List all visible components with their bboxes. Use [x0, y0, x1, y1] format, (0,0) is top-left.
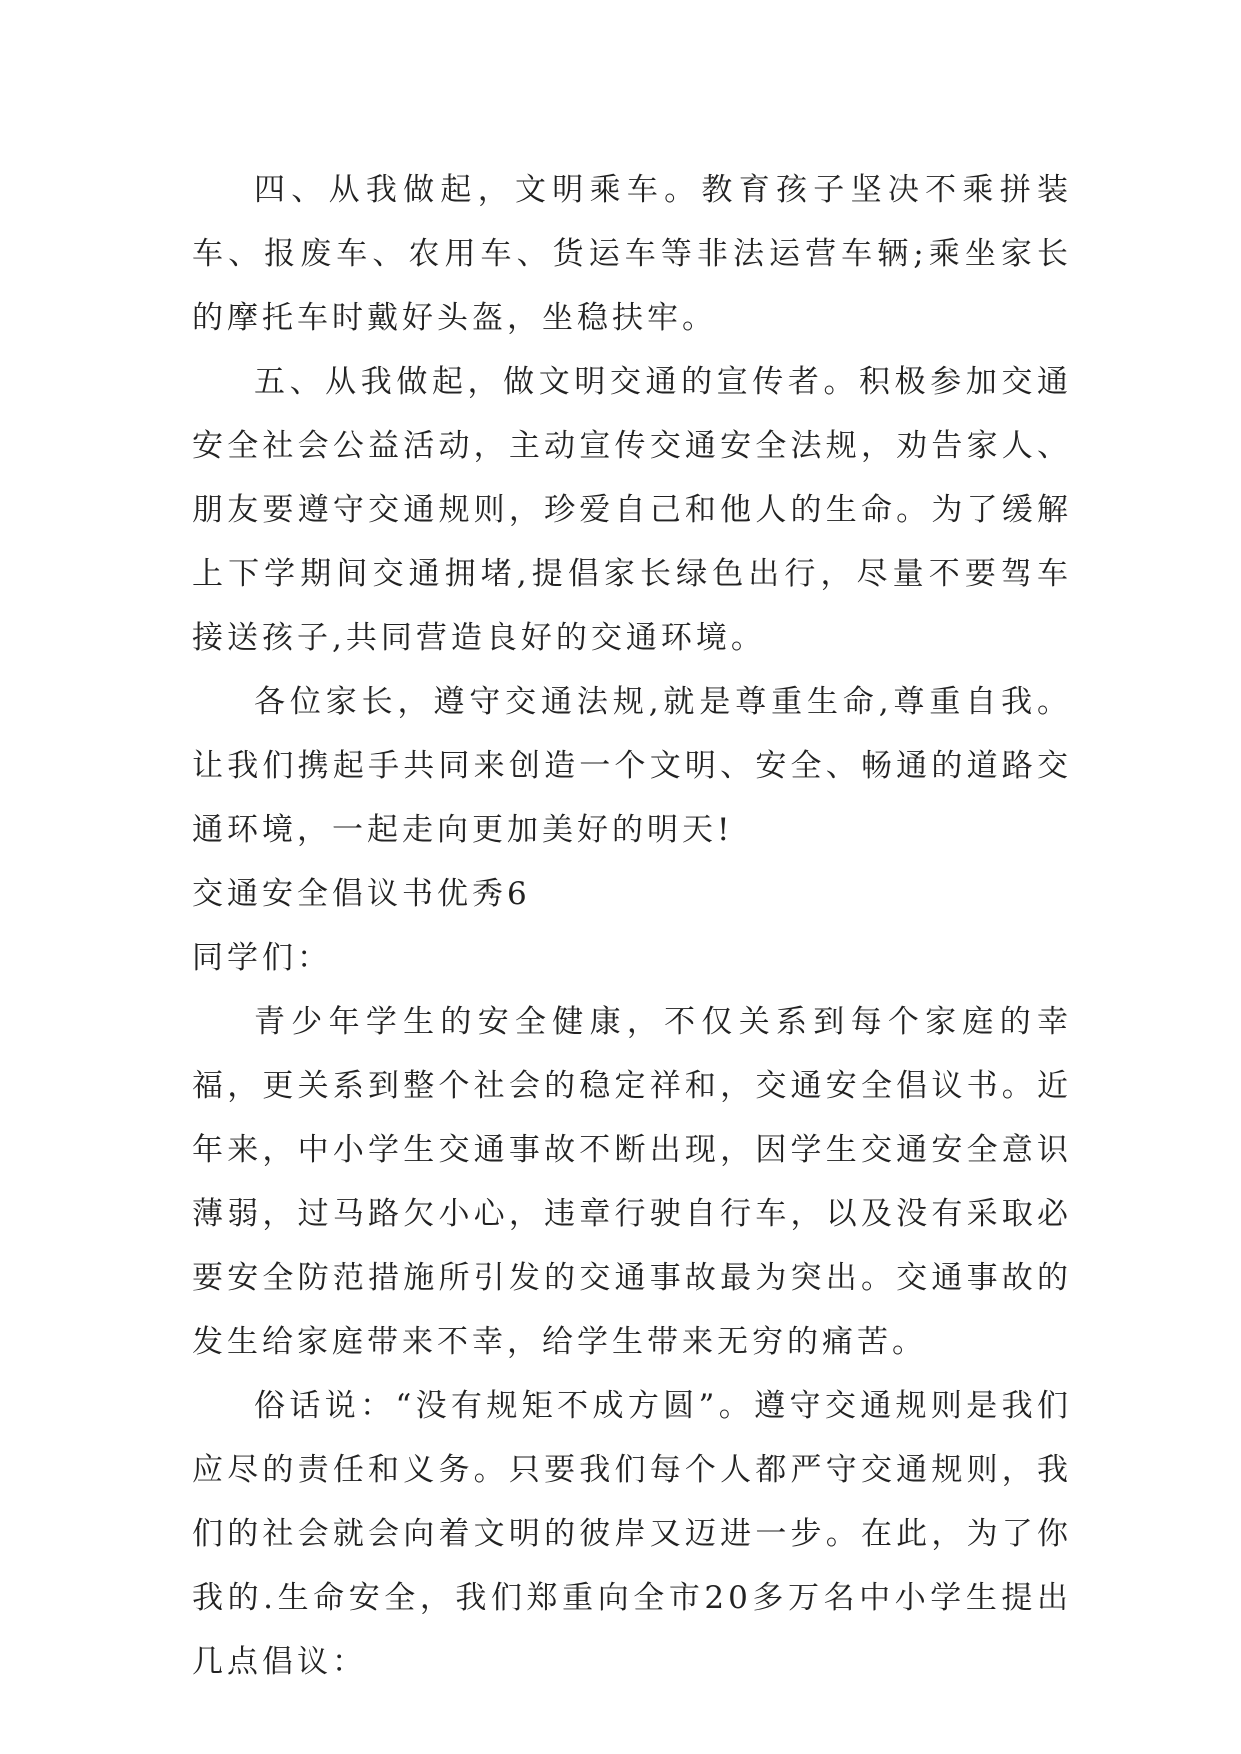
paragraph-parents-appeal: 各位家长，遵守交通法规,就是尊重生命,尊重自我。让我们携起手共同来创造一个文明、安全、畅通的道路交通环境，一起走向更加美好的明天! — [192, 684, 1072, 848]
document-body — [192, 158, 1072, 1694]
section-heading: 交通安全倡议书优秀6 — [192, 876, 531, 912]
paragraph-student-safety: 青少年学生的安全健康，不仅关系到每个家庭的幸福，更关系到整个社会的稳定祥和，交通安全倡议书。近年来，中小学生交通事故不断出现，因学生交通安全意识薄弱，过马路欠小心，违章行驶自行车，以及没有采取必要安全防范措施所引发的交通事故最为突出。交通事故的发生给家庭带来不幸，给学生带来无穷的痛苦。 — [192, 1004, 1072, 1360]
salutation: 同学们： — [192, 940, 332, 976]
paragraph-five-traffic-promoter: 五、从我做起，做文明交通的宣传者。积极参加交通安全社会公益活动，主动宣传交通安全法规，劝告家人、朋友要遵守交通规则，珍爱自己和他人的生命。为了缓解上下学期间交通拥堵,提倡家长绿色出行，尽量不要驾车接送孩子,共同营造良好的交通环境。 — [192, 364, 1072, 656]
paragraph-proverb-proposal: 俗话说：“没有规矩不成方圆”。遵守交通规则是我们应尽的责任和义务。只要我们每个人都严守交通规则，我们的社会就会向着文明的彼岸又迈进一步。在此，为了你我的.生命安全，我们郑重向全市20多万名中小学生提出几点倡议： — [192, 1388, 1072, 1680]
paragraph-four-civilized-riding: 四、从我做起，文明乘车。教育孩子坚决不乘拼装车、报废车、农用车、货运车等非法运营车辆;乘坐家长的摩托车时戴好头盔，坐稳扶牢。 — [192, 172, 1072, 336]
